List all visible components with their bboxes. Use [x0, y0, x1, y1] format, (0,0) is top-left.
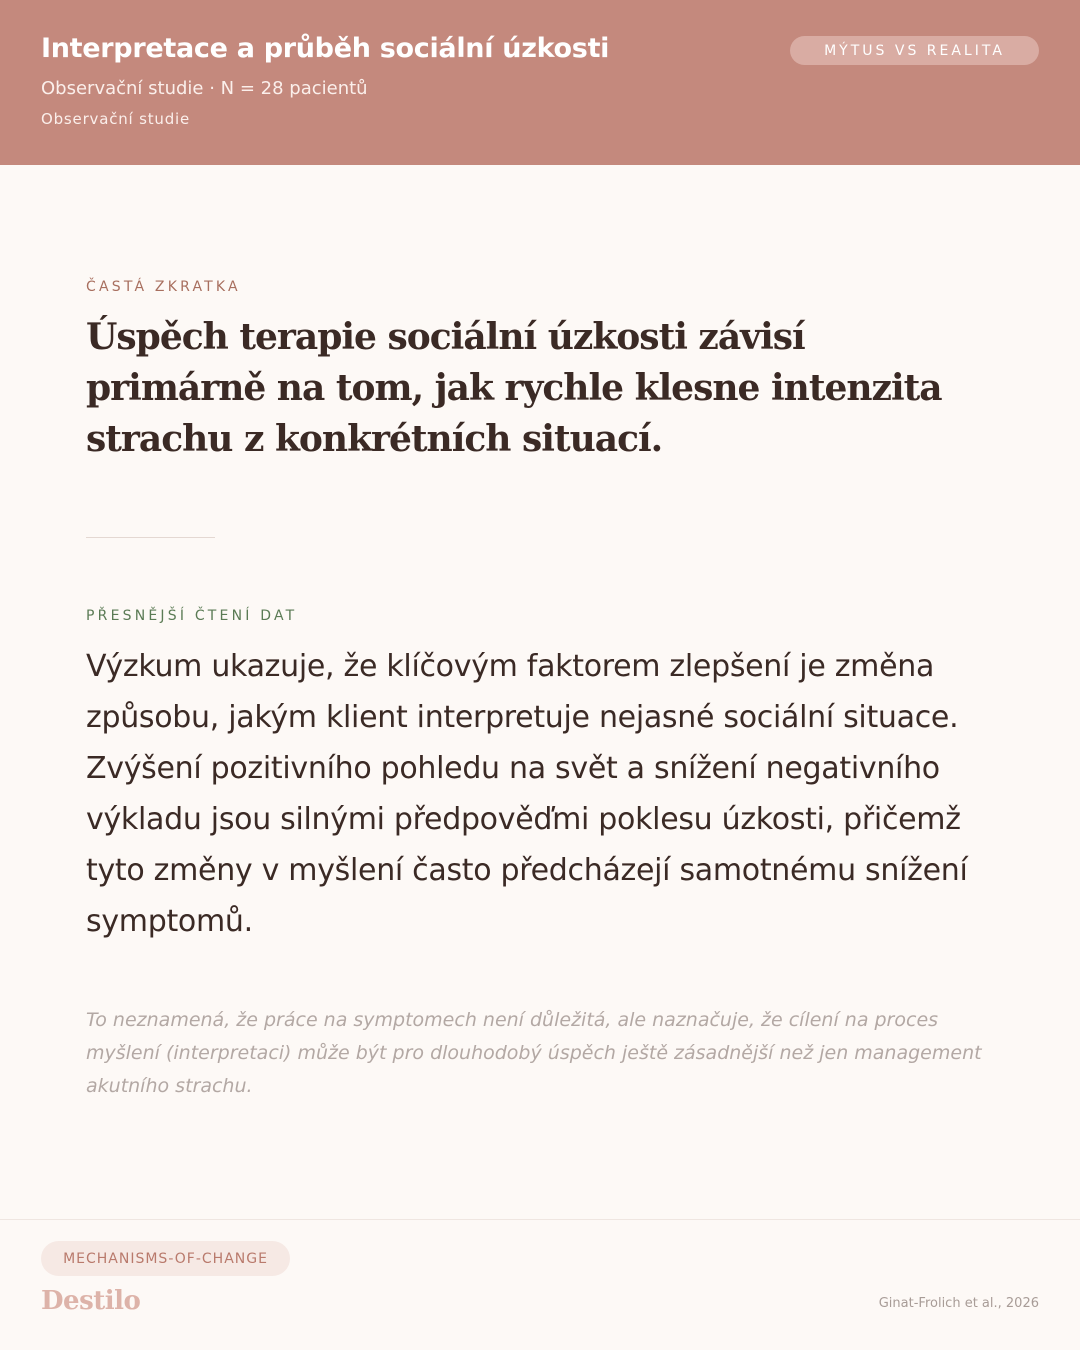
reality-section-label: PŘESNĚJŠÍ ČTENÍ DAT: [86, 608, 298, 624]
topic-tag[interactable]: MECHANISMS-OF-CHANGE: [41, 1241, 290, 1276]
reality-statement: Výzkum ukazuje, že klíčovým faktorem zlepšení je změna způsobu, jakým klient interpretuje nejasné sociální situace. Zvýšení pozitivního pohledu na svět a snížení negativního výkladu jsou silnými předpověďmi poklesu úzkosti, přičemž tyto změny v myšlení často předcházejí samotnému snížení symptomů.: [86, 649, 968, 939]
clarification-note: To neznamená, že práce na symptomech není důležitá, ale naznačuje, že cílení na proces myšlení (interpretaci) může být pro dlouhodobý úspěch ještě zásadnější než jen management akutního strachu.: [86, 1009, 982, 1097]
myth-section-label: ČASTÁ ZKRATKA: [86, 279, 241, 295]
study-type-label: Observační studie: [41, 110, 191, 128]
myth-vs-reality-badge: MÝTUS VS REALITA: [790, 36, 1039, 65]
myth-statement: Úspěch terapie sociální úzkosti závisí primárně na tom, jak rychle klesne intenzita strachu z konkrétních situací.: [86, 316, 942, 460]
section-divider: [86, 537, 215, 538]
citation: Ginat-Frolich et al., 2026: [878, 1296, 1039, 1311]
study-subtitle: Observační studie · N = 28 pacientů: [41, 78, 368, 99]
page-title: Interpretace a průběh sociální úzkosti: [41, 33, 610, 64]
header-banner: [0, 0, 1080, 165]
brand-logo: Destilo: [41, 1286, 141, 1316]
footer-divider: [0, 1219, 1080, 1220]
